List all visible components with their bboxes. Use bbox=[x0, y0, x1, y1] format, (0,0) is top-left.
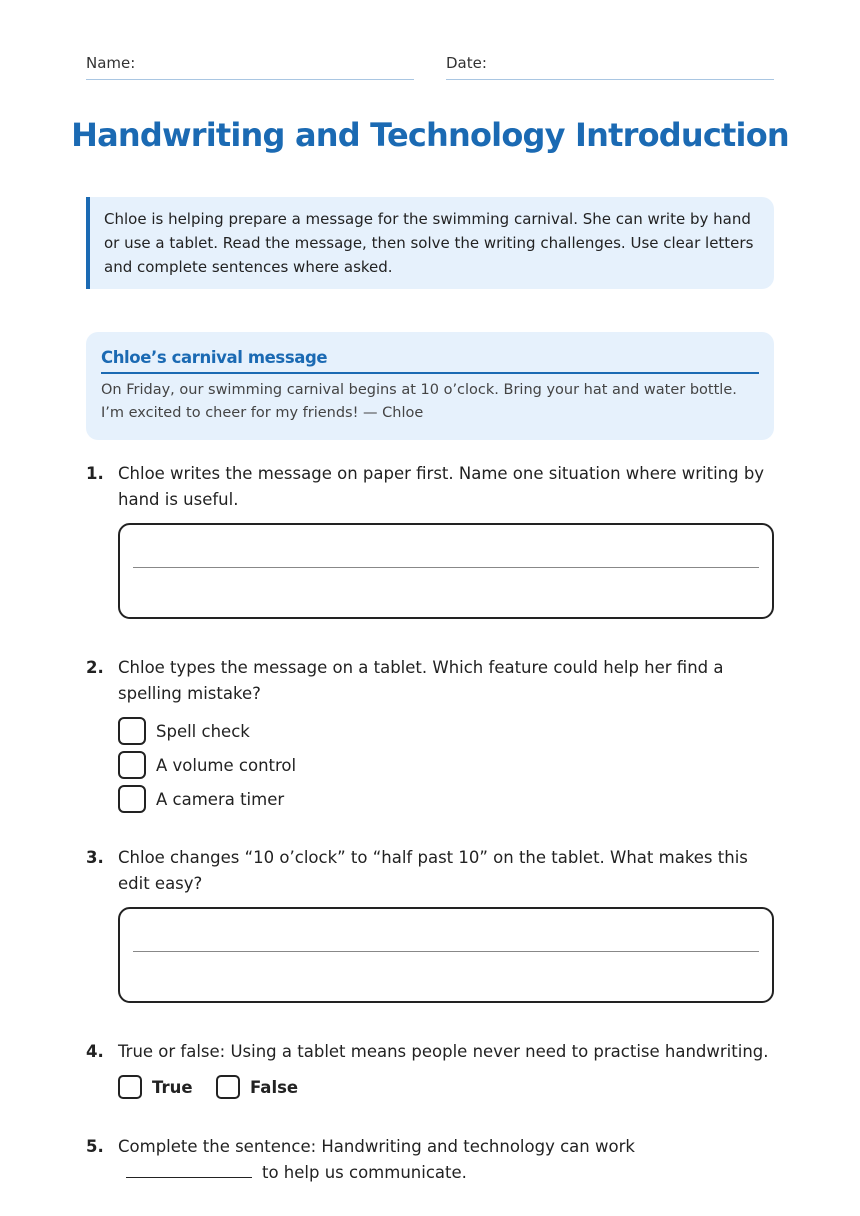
question-text: True or false: Using a tablet means people never need to practise handwriting. bbox=[118, 1042, 769, 1061]
question-4 bbox=[86, 1039, 774, 1065]
question-number: 5. bbox=[86, 1137, 104, 1156]
option-camera-timer[interactable] bbox=[118, 785, 284, 813]
writing-line bbox=[133, 567, 759, 568]
option-volume-control[interactable] bbox=[118, 751, 296, 779]
option-label: False bbox=[250, 1077, 299, 1097]
intro-box: Chloe is helping prepare a message for the swimming carnival. She can write by hand or use a tablet. Read the message, then solve the writing challenges. Use clear letters and complete sentences where asked. bbox=[86, 197, 774, 289]
question-2 bbox=[86, 655, 774, 707]
option-label: A camera timer bbox=[156, 789, 285, 809]
date-label: Date: bbox=[446, 54, 487, 72]
question-3 bbox=[86, 845, 774, 897]
question-1 bbox=[86, 461, 774, 513]
message-card-text: On Friday, our swimming carnival begins at 10 o’clock. Bring your hat and water bottle. I’m excited to cheer for my friends! — Chloe bbox=[101, 382, 737, 421]
name-label: Name: bbox=[86, 54, 136, 72]
question-number: 1. bbox=[86, 464, 104, 483]
question-number: 4. bbox=[86, 1042, 104, 1061]
question-5 bbox=[86, 1134, 774, 1186]
checkbox[interactable] bbox=[118, 717, 146, 745]
sentence-end: to help us communicate. bbox=[262, 1163, 467, 1182]
question-text: Chloe changes “10 o’clock” to “half past 10” on the tablet. What makes this edit easy? bbox=[118, 848, 748, 893]
question-text: Chloe writes the message on paper first. Name one situation where writing by hand is useful. bbox=[118, 464, 765, 509]
answer-box-3[interactable] bbox=[118, 907, 774, 1003]
message-card-title: Chloe’s carnival message bbox=[101, 348, 759, 374]
name-field[interactable] bbox=[86, 54, 414, 80]
option-true[interactable] bbox=[118, 1074, 193, 1100]
option-label: True bbox=[152, 1077, 193, 1097]
message-card bbox=[86, 332, 774, 440]
option-label: Spell check bbox=[156, 721, 250, 741]
fill-in-blank[interactable] bbox=[126, 1160, 252, 1178]
date-field[interactable] bbox=[446, 54, 774, 80]
question-text bbox=[118, 1134, 774, 1186]
writing-line bbox=[133, 951, 759, 952]
checkbox[interactable] bbox=[118, 1075, 142, 1099]
checkbox[interactable] bbox=[216, 1075, 240, 1099]
checkbox[interactable] bbox=[118, 785, 146, 813]
option-spell-check[interactable] bbox=[118, 717, 250, 745]
answer-box-1[interactable] bbox=[118, 523, 774, 619]
sentence-start: Complete the sentence: Handwriting and technology can work bbox=[118, 1137, 635, 1156]
question-text: Chloe types the message on a tablet. Which feature could help her find a spelling mistake? bbox=[118, 658, 724, 703]
option-false[interactable] bbox=[216, 1074, 298, 1100]
option-label: A volume control bbox=[156, 755, 297, 775]
question-number: 3. bbox=[86, 848, 104, 867]
checkbox[interactable] bbox=[118, 751, 146, 779]
page-title: Handwriting and Technology Introduction bbox=[71, 116, 789, 154]
question-number: 2. bbox=[86, 658, 104, 677]
